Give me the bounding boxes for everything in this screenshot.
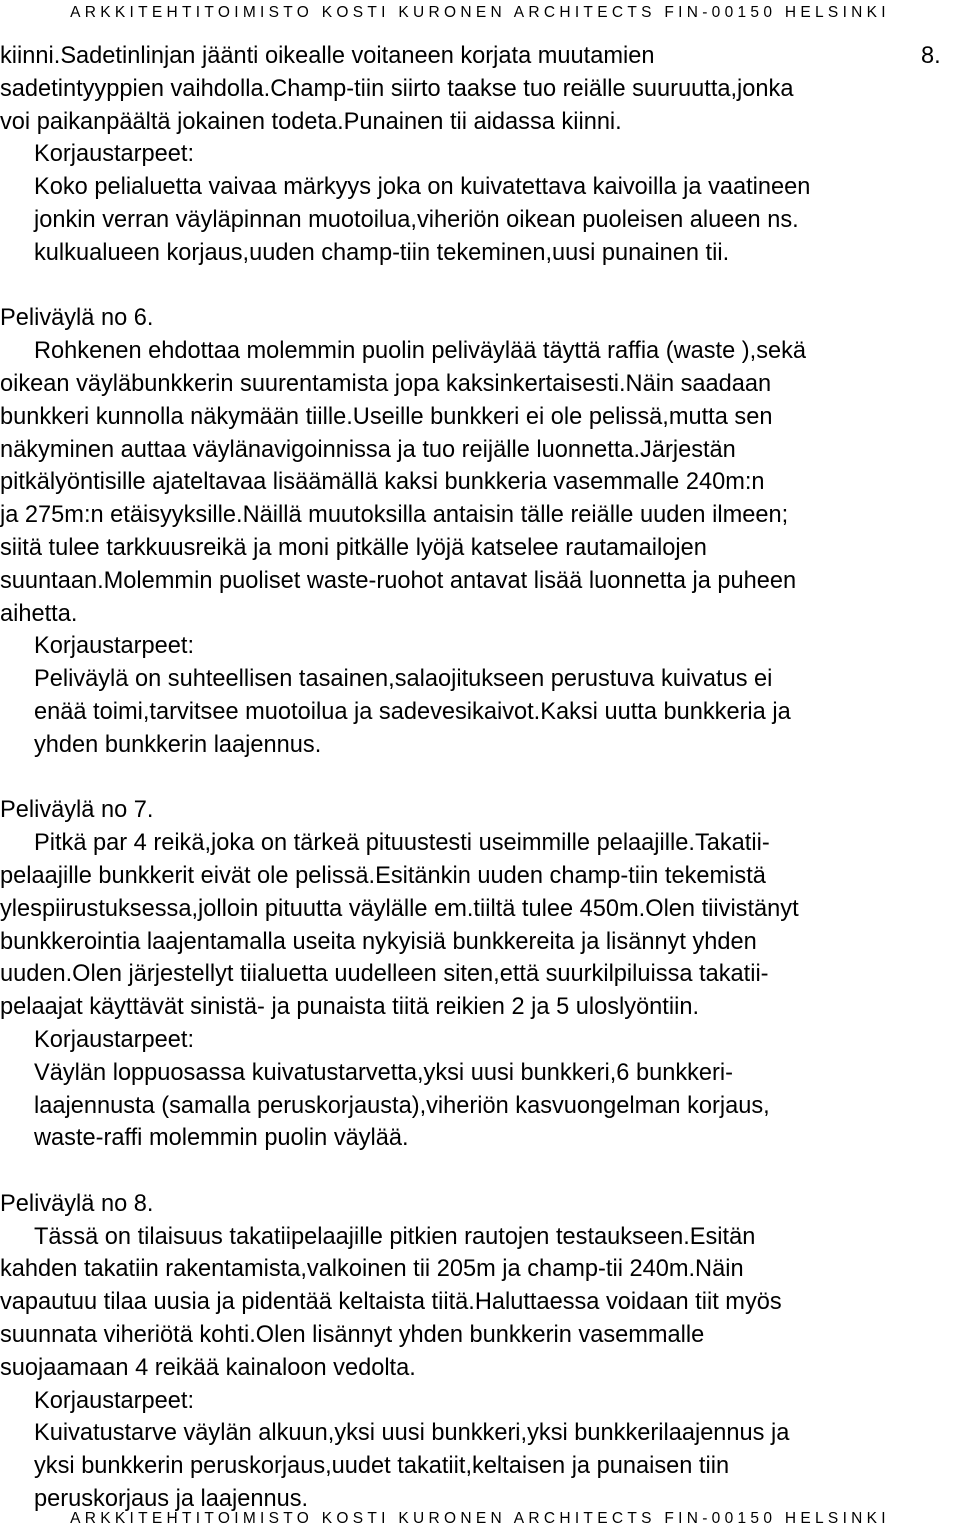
- text-line-content: Korjaustarpeet:: [34, 1026, 195, 1053]
- text-line-content: Rohkenen ehdottaa molemmin puolin peliväylää täyttä raffia (waste ),sekä: [34, 338, 807, 365]
- text-line-content: Korjaustarpeet:: [34, 1387, 195, 1414]
- text-line: [0, 565, 960, 598]
- text-line-content: Peliväylä no 7.: [0, 797, 154, 824]
- blank-line: [0, 762, 960, 795]
- text-line-content: enää toimi,tarvitsee muotoilua ja sadevesikaivot.Kaksi uutta bunkkeria ja: [34, 698, 791, 725]
- text-line: [0, 401, 960, 434]
- text-line-content: bunkkerointia laajentamalla useita nykyisiä bunkkereita ja lisännyt yhden: [0, 928, 757, 955]
- text-line: [0, 598, 960, 631]
- text-line-content: siitä tulee tarkkuusreikä ja moni pitkälle lyöjä katselee rautamailojen: [0, 534, 707, 561]
- text-line-content: pelaajat käyttävät sinistä- ja punaista tiitä reikien 2 ja 5 uloslyöntiin.: [0, 994, 700, 1021]
- text-line: [0, 1122, 960, 1155]
- text-line: [0, 827, 960, 860]
- text-line: [0, 893, 960, 926]
- text-line-content: peruskorjaus ja laajennus.: [34, 1486, 309, 1513]
- text-line: [0, 171, 960, 204]
- text-line-content: suojaamaan 4 reikää kainaloon vedolta.: [0, 1354, 416, 1381]
- text-line: [0, 138, 960, 171]
- text-line: [0, 40, 960, 73]
- text-line-content: Peliväylä no 8.: [0, 1190, 154, 1217]
- text-line-content: kiinni.Sadetinlinjan jäänti oikealle voitaneen korjata muutamien: [0, 43, 655, 69]
- text-line: [0, 335, 960, 368]
- text-line: [0, 466, 960, 499]
- text-line-content: bunkkeri kunnolla näkymään tiille.Useille bunkkeri ei ole pelissä,mutta sen: [0, 403, 773, 430]
- text-line-content: suuntaan.Molemmin puoliset waste-ruohot antavat lisää luonnetta ja puheen: [0, 567, 797, 594]
- text-line: [0, 1286, 960, 1319]
- text-line: [0, 368, 960, 401]
- text-line-content: näkyminen auttaa väylänavigoinnissa ja tuo reijälle luonnetta.Järjestän: [0, 436, 736, 463]
- text-line-content: voi paikanpäältä jokainen todeta.Punainen tii aidassa kiinni.: [0, 108, 622, 135]
- text-line-content: suunnata viheriötä kohti.Olen lisännyt yhden bunkkerin vasemmalle: [0, 1322, 705, 1349]
- text-line-content: Kuivatustarve väylän alkuun,yksi uusi bunkkeri,yksi bunkkerilaajennus ja: [34, 1420, 790, 1447]
- text-line: [0, 1450, 960, 1483]
- blank-line: [0, 1155, 960, 1188]
- text-line: [0, 204, 960, 237]
- text-line-content: kulkualueen korjaus,uuden champ-tiin tekeminen,uusi punainen tii.: [34, 239, 730, 266]
- text-line: [0, 926, 960, 959]
- text-line-content: oikean väyläbunkkerin suurentamista jopa kaksinkertaisesti.Näin saadaan: [0, 370, 772, 397]
- reference-number: 8.: [921, 43, 941, 69]
- text-line-content: Peliväylä on suhteellisen tasainen,salaojitukseen perustuva kuivatus ei: [34, 666, 773, 693]
- text-line: [0, 1253, 960, 1286]
- page-footer: ARKKITEHTITOIMISTO KOSTI KURONEN ARCHITECTS FIN-00150 HELSINKI: [70, 1510, 890, 1527]
- text-line-content: sadetintyyppien vaihdolla.Champ-tiin siirto taakse tuo reiälle suuruutta,jonka: [0, 75, 794, 102]
- text-line-content: pelaajille bunkkerit eivät ole pelissä.Esitänkin uuden champ-tiin tekemistä: [0, 862, 766, 889]
- text-line: [0, 1319, 960, 1352]
- text-line: [0, 73, 960, 106]
- text-line: [0, 1352, 960, 1385]
- text-line: [0, 729, 960, 762]
- text-line: [0, 1221, 960, 1254]
- text-line: [0, 302, 960, 335]
- text-line: [0, 106, 960, 139]
- text-line-content: kahden takatiin rakentamista,valkoinen tii 205m ja champ-tii 240m.Näin: [0, 1256, 744, 1283]
- text-line: [0, 630, 960, 663]
- text-line-content: Peliväylä no 6.: [0, 305, 154, 332]
- text-line: [0, 499, 960, 532]
- text-line-content: Korjaustarpeet:: [34, 633, 195, 660]
- text-line: [0, 1090, 960, 1123]
- text-line-content: waste-raffi molemmin puolin väylää.: [34, 1125, 409, 1152]
- text-line-content: Koko pelialuetta vaivaa märkyys joka on kuivatettava kaivoilla ja vaatineen: [34, 174, 811, 201]
- text-line-content: yksi bunkkerin peruskorjaus,uudet takatiit,keltaisen ja punaisen tiin: [34, 1453, 730, 1480]
- text-line: [0, 696, 960, 729]
- text-line-content: uuden.Olen järjestellyt tiialuetta uudelleen siten,että suurkilpiluissa takatii-: [0, 961, 769, 988]
- text-line: [0, 532, 960, 565]
- text-line-content: ylespiirustuksessa,jolloin pituutta väylälle em.tiiltä tulee 450m.Olen tiivistänyt: [0, 895, 799, 922]
- text-line-content: aihetta.: [0, 600, 78, 627]
- text-line-content: pitkälyöntisille ajateltavaa lisäämällä kaksi bunkkeria vasemmalle 240m:n: [0, 469, 765, 496]
- text-line: [0, 1385, 960, 1418]
- text-line-content: laajennusta (samalla peruskorjausta),viheriön kasvuongelman korjaus,: [34, 1092, 770, 1119]
- text-line-content: yhden bunkkerin laajennus.: [34, 731, 322, 758]
- text-line: [0, 1188, 960, 1221]
- blank-line: [0, 270, 960, 303]
- text-line: [0, 794, 960, 827]
- text-line-content: vapautuu tilaa uusia ja pidentää keltaista tiitä.Haluttaessa voidaan tiit myös: [0, 1289, 782, 1316]
- text-line-content: ja 275m:n etäisyyksille.Näillä muutoksilla antaisin tälle reiälle uuden ilmeen;: [0, 502, 789, 529]
- text-line-content: Pitkä par 4 reikä,joka on tärkeä pituustesti useimmille pelaajille.Takatii-: [34, 830, 770, 857]
- page-header: ARKKITEHTITOIMISTO KOSTI KURONEN ARCHITECTS FIN-00150 HELSINKI: [70, 4, 890, 21]
- text-line: [0, 1024, 960, 1057]
- text-line-content: Väylän loppuosassa kuivatustarvetta,yksi uusi bunkkeri,6 bunkkeri-: [34, 1059, 733, 1086]
- text-line: [0, 958, 960, 991]
- text-line-content: Tässä on tilaisuus takatiipelaajille pitkien rautojen testaukseen.Esitän: [34, 1223, 756, 1250]
- text-line: [0, 663, 960, 696]
- document-body: [0, 40, 960, 1516]
- text-line: [0, 237, 960, 270]
- text-line-content: Korjaustarpeet:: [34, 141, 195, 168]
- text-line: [0, 860, 960, 893]
- text-line: [0, 1057, 960, 1090]
- text-line: [0, 991, 960, 1024]
- text-line-content: jonkin verran väyläpinnan muotoilua,viheriön oikean puoleisen alueen ns.: [34, 206, 799, 233]
- text-line: [0, 1417, 960, 1450]
- text-line: [0, 434, 960, 467]
